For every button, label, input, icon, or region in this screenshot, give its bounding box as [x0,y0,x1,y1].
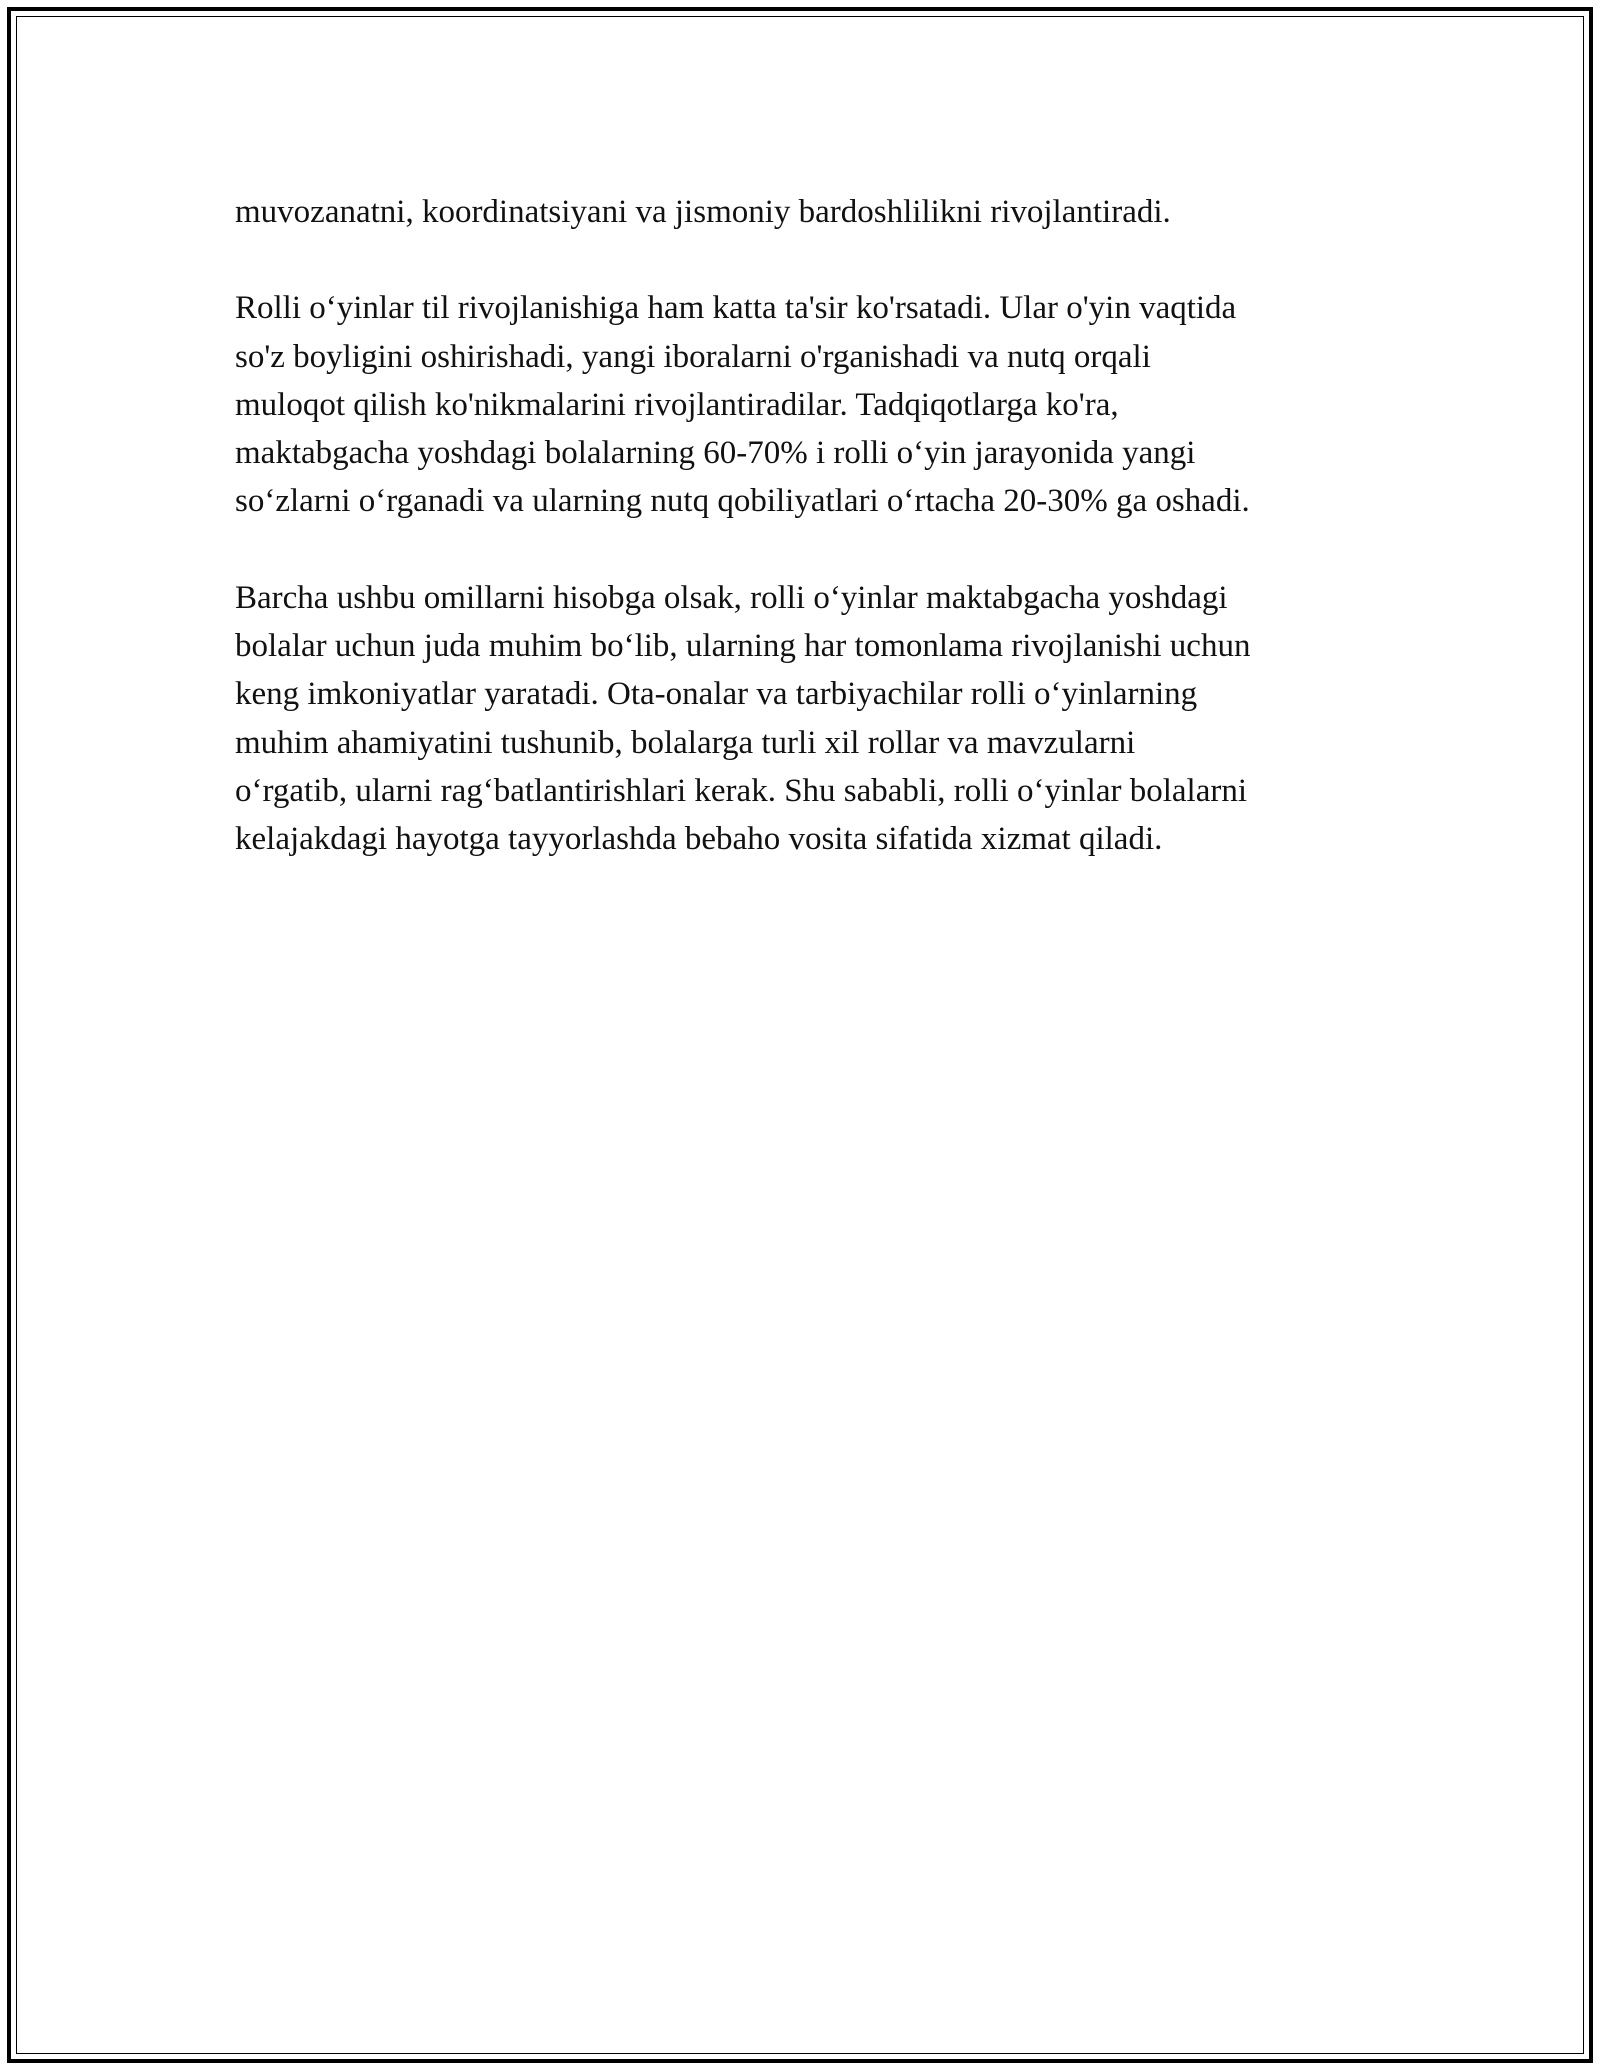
text-line: bolalar uchun juda muhim bo‘lib, ularning har tomonlama rivojlanishi uchun [235,628,1251,665]
text-line: kelajakdagi hayotga tayyorlashda bebaho vosita sifatida xizmat qiladi. [235,821,1163,858]
text-line: maktabgacha yoshdagi bolalarning 60-70% i rolli o‘yin jarayonida yangi [235,435,1196,472]
text-line: keng imkoniyatlar yaratadi. Ota-onalar va tarbiyachilar rolli o‘yinlarning [235,676,1198,713]
text-line: so‘zlarni o‘rganadi va ularning nutq qobiliyatlari o‘rtacha 20-30% ga oshadi. [235,483,1250,520]
text-line: Barcha ushbu omillarni hisobga olsak, rolli o‘yinlar maktabgacha yoshdagi [235,579,1228,616]
text-line: muhim ahamiyatini tushunib, bolalarga turli xil rollar va mavzularni [235,724,1136,761]
text-line: Rolli o‘yinlar til rivojlanishiga ham katta ta'sir ko'rsatadi. Ular o'yin vaqtida [235,290,1237,327]
paragraph-3 [235,574,1380,864]
text-line: muvozanatni, koordinatsiyani va jismoniy bardoshlilikni rivojlantiradi. [235,194,1171,230]
text-line: o‘rgatib, ularni rag‘batlantirishlari kerak. Shu sababli, rolli o‘yinlar bolalarni [235,772,1248,809]
paragraph-1 [235,188,1380,236]
document-body [235,188,1380,912]
text-line: so'z boyligini oshirishadi, yangi iboralarni o'rganishadi va nutq orqali [235,338,1151,375]
text-line: muloqot qilish ko'nikmalarini rivojlantiradilar. Tadqiqotlarga ko'ra, [235,386,1119,423]
paragraph-2 [235,284,1380,525]
